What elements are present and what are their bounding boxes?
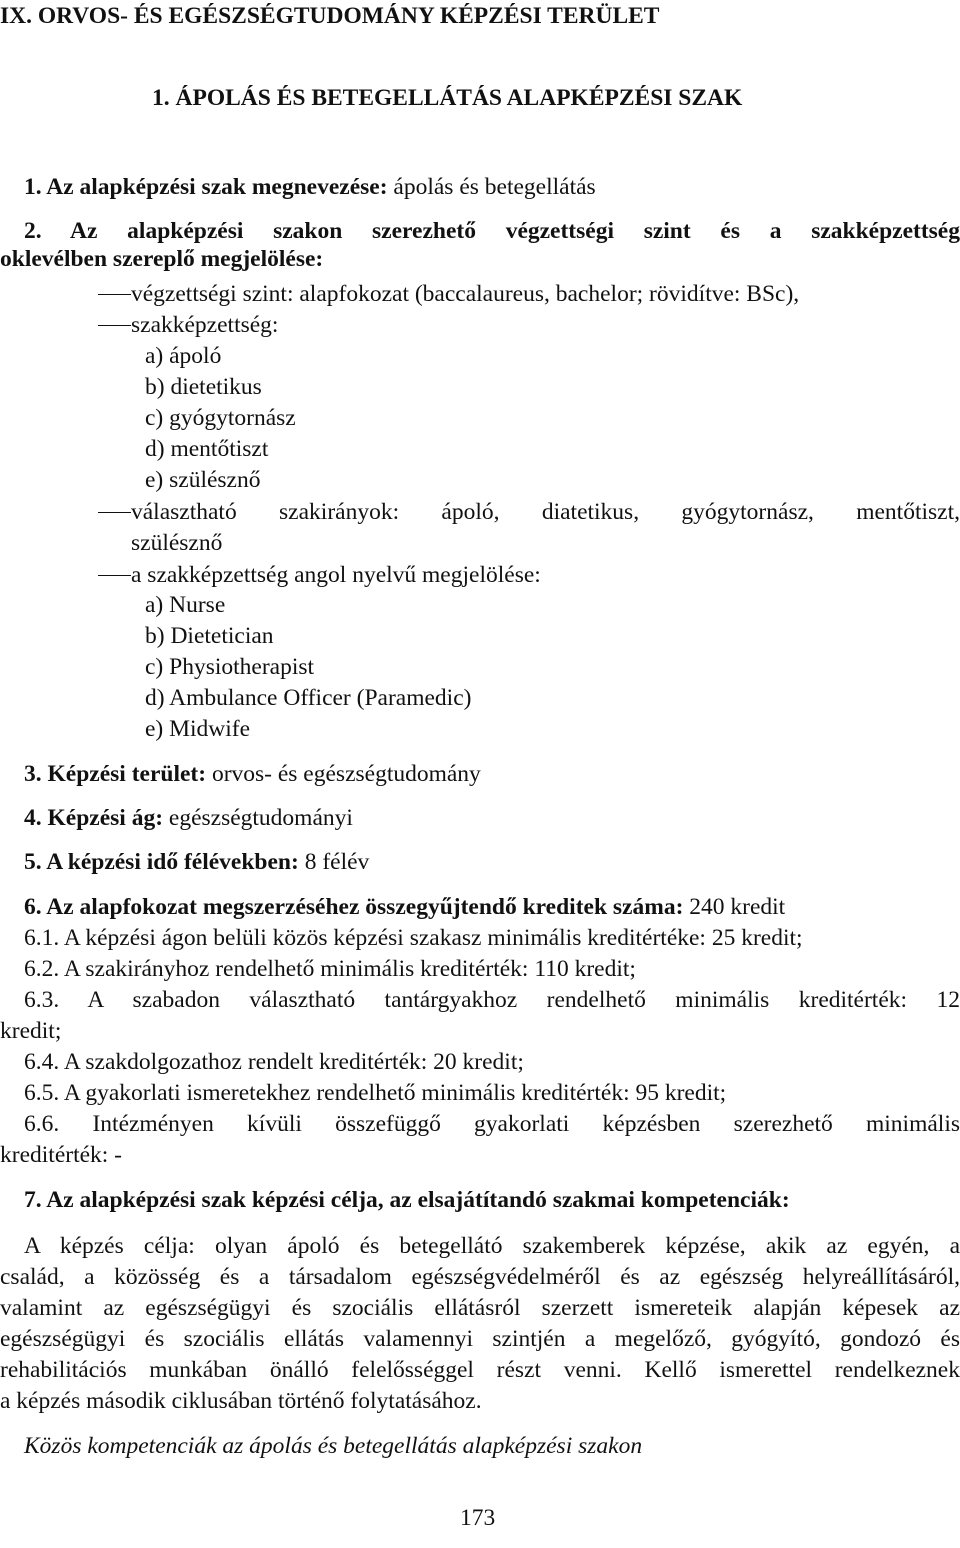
section-5-value: 8 félév bbox=[298, 849, 370, 875]
list-item: a) ápoló bbox=[145, 343, 222, 369]
paragraph-line: valamint az egészségügyi és szociális ellátásról szerzett ismereteik alapján képesek az bbox=[0, 1295, 960, 1321]
section-6-value: 240 kredit bbox=[683, 894, 786, 920]
dash-bullet bbox=[98, 294, 131, 295]
page-title: IX. ORVOS- ÉS EGÉSZSÉGTUDOMÁNY KÉPZÉSI TERÜLET bbox=[0, 3, 660, 29]
credit-line-6-3: 6.3. A szabadon választható tantárgyakhoz rendelhető minimális kreditérték: 12 bbox=[24, 987, 960, 1013]
degree-level: végzettségi szint: alapfokozat (baccalaureus, bachelor; rövidítve: BSc), bbox=[131, 281, 800, 307]
section-3-label: 3. Képzési terület: bbox=[24, 761, 207, 787]
credit-line-6-6: 6.6. Intézményen kívüli összefüggő gyakorlati képzésben szerezhető minimális bbox=[24, 1111, 960, 1137]
list-item: c) Physiotherapist bbox=[145, 654, 315, 680]
english-name-heading: a szakképzettség angol nyelvű megjelölése: bbox=[131, 562, 541, 588]
page-subtitle: 1. ÁPOLÁS ÉS BETEGELLÁTÁS ALAPKÉPZÉSI SZAK bbox=[152, 85, 743, 111]
credit-line-6-1: 6.1. A képzési ágon belüli közös képzési szakasz minimális kreditértéke: 25 kredit; bbox=[24, 925, 803, 951]
section-3 bbox=[24, 760, 481, 788]
paragraph-line: egészségügyi és szociális ellátás valamennyi szintjén a megelőző, gyógyító, gondozó és bbox=[0, 1326, 960, 1352]
section-2-heading-line1: 2. Az alapképzési szakon szerezhető végzettségi szint és a szakképzettség bbox=[24, 218, 960, 244]
specializations-line2: szülésznő bbox=[131, 530, 223, 556]
section-6-label: 6. Az alapfokozat megszerzéséhez összegyűjtendő kreditek száma: bbox=[24, 894, 684, 920]
section-7-heading: 7. Az alapképzési szak képzési célja, az elsajátítandó szakmai kompetenciák: bbox=[24, 1187, 790, 1213]
section-5 bbox=[24, 848, 369, 876]
paragraph-line: a képzés második ciklusában történő folytatásához. bbox=[0, 1388, 482, 1414]
section-6 bbox=[24, 893, 785, 921]
dash-bullet bbox=[98, 325, 131, 326]
list-item: b) Dietetician bbox=[145, 623, 274, 649]
competencies-heading: Közös kompetenciák az ápolás és betegellátás alapképzési szakon bbox=[24, 1433, 643, 1459]
list-item: d) mentőtiszt bbox=[145, 436, 269, 462]
dash-bullet bbox=[98, 512, 131, 513]
section-4-value: egészségtudományi bbox=[163, 805, 353, 831]
section-1 bbox=[24, 173, 596, 201]
section-4 bbox=[24, 804, 353, 832]
credit-line-6-3-cont: kredit; bbox=[0, 1018, 62, 1044]
list-item: e) Midwife bbox=[145, 716, 251, 742]
credit-line-6-5: 6.5. A gyakorlati ismeretekhez rendelhető minimális kreditérték: 95 kredit; bbox=[24, 1080, 727, 1106]
section-1-value: ápolás és betegellátás bbox=[387, 174, 596, 200]
list-item: a) Nurse bbox=[145, 592, 226, 618]
credit-line-6-6-cont: kreditérték: - bbox=[0, 1142, 123, 1168]
paragraph-line: család, a közösség és a társadalom egészségvédelméről és az egészség helyreállításáról, bbox=[0, 1264, 960, 1290]
page-number: 173 bbox=[460, 1505, 496, 1531]
paragraph-line: A képzés célja: olyan ápoló és betegellátó szakemberek képzése, akik az egyén, a bbox=[24, 1233, 960, 1259]
section-1-label: 1. Az alapképzési szak megnevezése: bbox=[24, 174, 388, 200]
list-item: c) gyógytornász bbox=[145, 405, 296, 431]
list-item: e) szülésznő bbox=[145, 467, 261, 493]
credit-line-6-4: 6.4. A szakdolgozathoz rendelt kreditérték: 20 kredit; bbox=[24, 1049, 524, 1075]
credit-line-6-2: 6.2. A szakirányhoz rendelhető minimális kreditérték: 110 kredit; bbox=[24, 956, 636, 982]
dash-bullet bbox=[98, 575, 131, 576]
specializations-line1: választható szakirányok: ápoló, diatetikus, gyógytornász, mentőtiszt, bbox=[131, 499, 960, 525]
section-5-label: 5. A képzési idő félévekben: bbox=[24, 849, 299, 875]
section-4-label: 4. Képzési ág: bbox=[24, 805, 164, 831]
list-item: d) Ambulance Officer (Paramedic) bbox=[145, 685, 472, 711]
qualification-heading: szakképzettség: bbox=[131, 312, 279, 338]
section-3-value: orvos- és egészségtudomány bbox=[206, 761, 481, 787]
paragraph-line: rehabilitációs munkában önálló felelősséggel részt venni. Kellő ismerettel rendelkeznek bbox=[0, 1357, 960, 1383]
list-item: b) dietetikus bbox=[145, 374, 262, 400]
section-2-heading-line2: oklevélben szereplő megjelölése: bbox=[0, 246, 324, 272]
